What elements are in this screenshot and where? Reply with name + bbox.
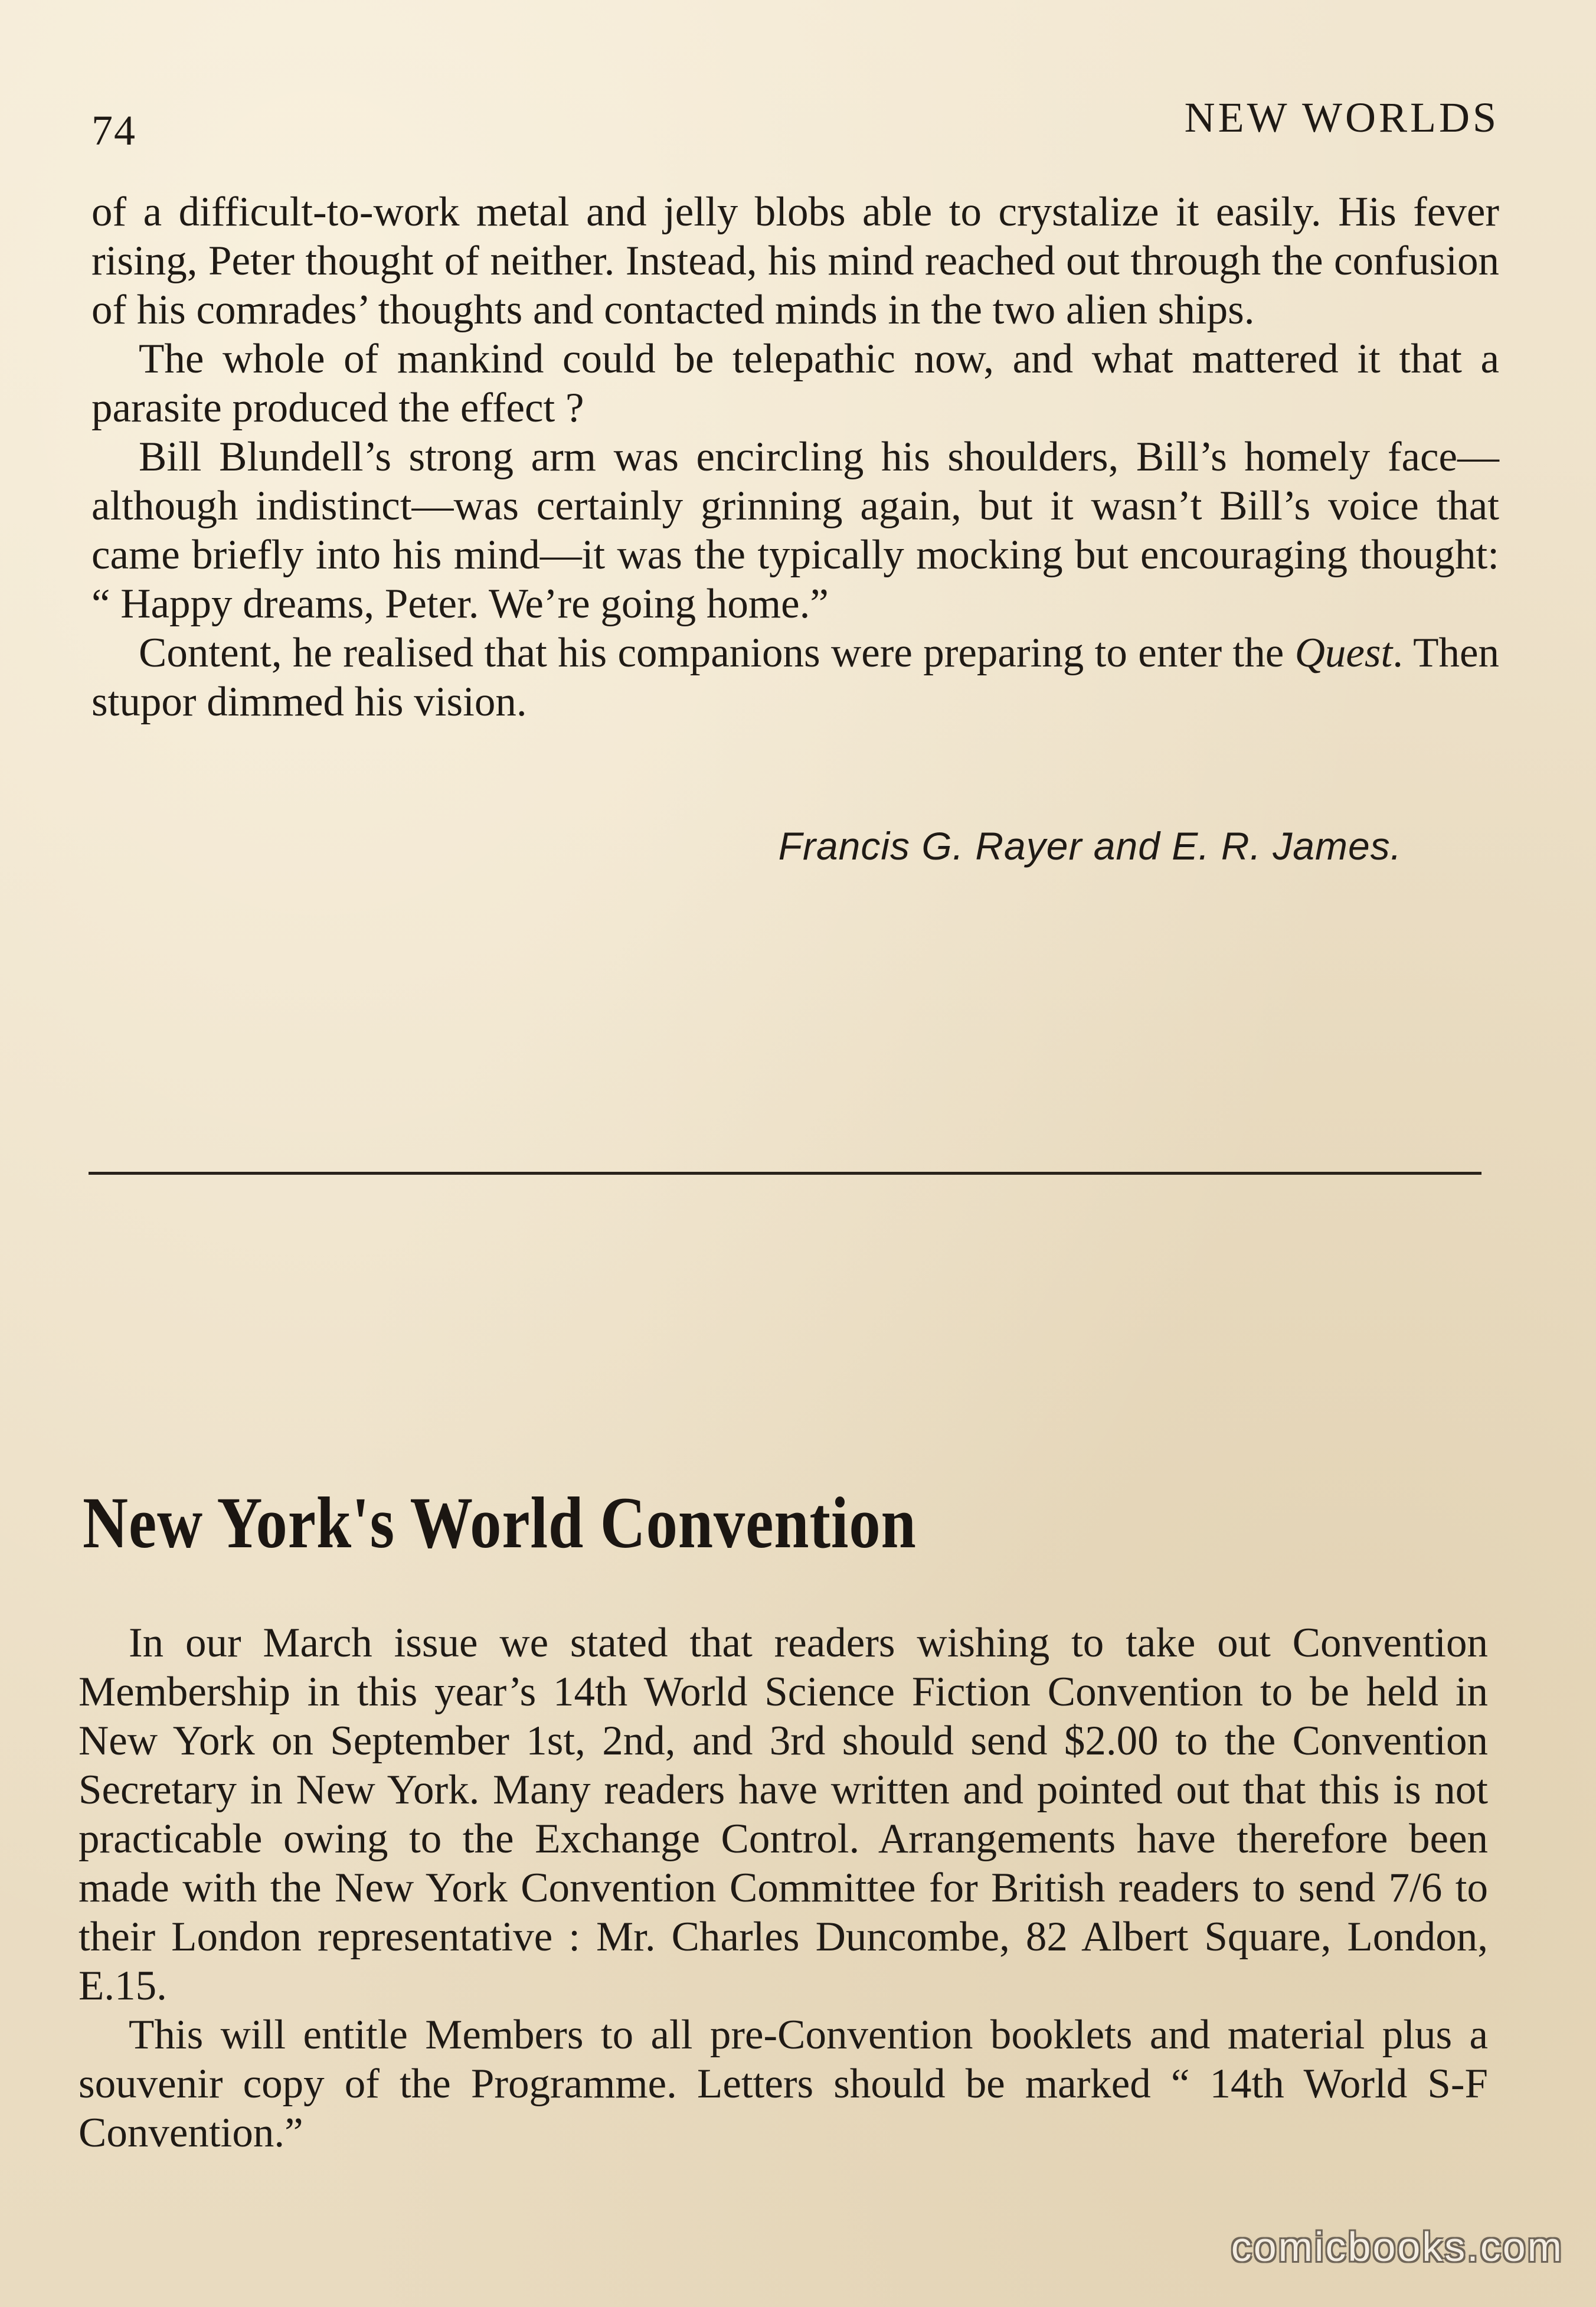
- article-paragraph: In our March issue we stated that readers wishing to take out Convention Membership in this year’s 14th World Science Fiction Convention to be held in New York on September 1st, 2nd, and 3rd should send $2.00 to the Convention Secretary in New York. Many readers have written and pointed out that this is not practicable owing to the Exchange Control. Arrangements have therefore been made with the New York Convention Committee for British readers to send 7/6 to their London representative : Mr. Charles Duncombe, 82 Albert Square, London, E.15.: [79, 1620, 1488, 2009]
- site-watermark: comicbooks.com: [1231, 2224, 1564, 2270]
- ship-name: Quest: [1294, 630, 1393, 676]
- section-divider: [89, 1172, 1481, 1175]
- article-title: New York's World Convention: [83, 1482, 917, 1563]
- story-paragraph: of a difficult-to-work metal and jelly blobs able to crystalize it easily. His fever rising, Peter thought of neither. Instead, his mind reached out through the confusion of his comrades’ thoughts and contacted minds in the two alien ships.: [91, 189, 1499, 333]
- story-paragraph: Bill Blundell’s strong arm was encircling his shoulders, Bill’s homely face—although indistinct—was certainly grinning again, but it wasn’t Bill’s voice that came briefly into his mind—it was the typically mocking but encouraging thought: “ Happy dreams, Peter. We’re going home.”: [91, 434, 1499, 627]
- story-paragraph: The whole of mankind could be telepathic now, and what mattered it that a parasite produced the effect ?: [91, 336, 1499, 431]
- story-paragraph: [91, 629, 1499, 727]
- story-text: [91, 188, 1499, 727]
- running-title: NEW WORLDS: [1184, 94, 1499, 141]
- article-paragraph: This will entitle Members to all pre-Convention booklets and material plus a souvenir copy of the Programme. Letters should be marked “ 14th World S-F Convention.”: [79, 2012, 1488, 2156]
- author-byline: Francis G. Rayer and E. R. James.: [778, 824, 1402, 868]
- story-text-run: Content, he realised that his companions were preparing to enter the: [139, 630, 1295, 676]
- page-header: [91, 89, 1499, 153]
- article-body: [79, 1619, 1488, 2158]
- page-number: 74: [91, 107, 136, 154]
- story-text-run: . Then stupor dimmed his vision.: [91, 630, 1499, 725]
